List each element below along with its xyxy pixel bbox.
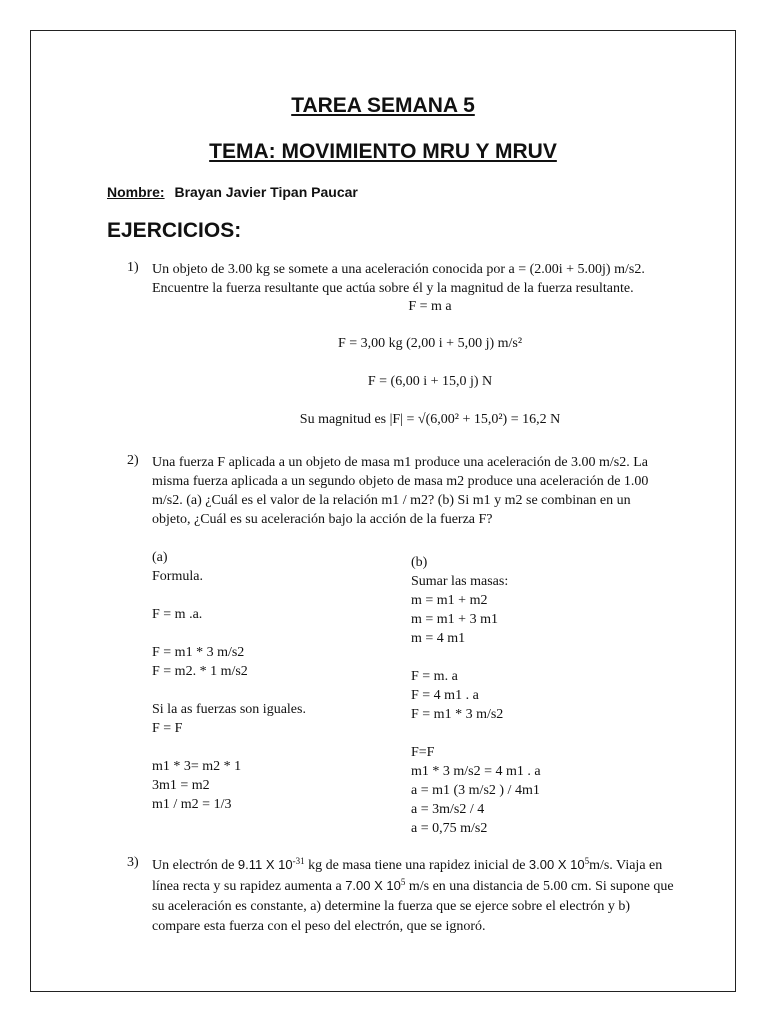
ex3-l1e: m/s. Viaja en bbox=[589, 858, 663, 873]
col-a-line: Formula. bbox=[152, 569, 203, 584]
ex3-line2 bbox=[152, 876, 674, 897]
col-a-line: F = F bbox=[152, 721, 183, 736]
col-b-line: a = 3m/s2 / 4 bbox=[411, 802, 485, 817]
col-a-line: F = m .a. bbox=[152, 607, 203, 622]
ex2-column-a bbox=[152, 548, 306, 814]
ex1-eq4: Su magnitud es |F| = √(6,00² + 15,0²) = 16,2 N bbox=[299, 412, 561, 427]
ex3-l1b: 9.11 X 10 bbox=[237, 857, 293, 872]
col-a-line bbox=[152, 624, 306, 643]
ex3-l1-exp2: 5 bbox=[584, 856, 590, 866]
col-b-line: Sumar las masas: bbox=[411, 574, 509, 589]
col-b-line bbox=[411, 724, 541, 743]
ex3-l1c: kg de masa tiene una rapidez inicial de bbox=[304, 858, 529, 873]
col-b-line: F = m. a bbox=[411, 669, 458, 684]
ex3-l2b: 7.00 X 10 bbox=[345, 878, 401, 893]
section-heading: EJERCICIOS: bbox=[107, 219, 242, 242]
col-a-line bbox=[152, 738, 306, 757]
col-a-line bbox=[152, 586, 306, 605]
name-label: Nombre: bbox=[107, 184, 165, 200]
ex3-statement bbox=[152, 855, 674, 937]
ex2-statement bbox=[152, 453, 648, 529]
col-a-line: (a) bbox=[152, 550, 168, 565]
name-value: Brayan Javier Tipan Paucar bbox=[174, 184, 358, 200]
col-a-line: m1 * 3= m2 * 1 bbox=[152, 759, 242, 774]
col-b-line: a = m1 (3 m/s2 ) / 4m1 bbox=[411, 783, 540, 798]
ex2-number: 2) bbox=[127, 453, 139, 468]
ex3-l2-exp: 5 bbox=[400, 877, 406, 887]
col-b-line: m1 * 3 m/s2 = 4 m1 . a bbox=[411, 764, 541, 779]
page-title: TAREA SEMANA 5 bbox=[291, 94, 475, 117]
ex1-line2: Encuentre la fuerza resultante que actúa sobre él y la magnitud de la fuerza resultante. bbox=[152, 281, 634, 296]
ex3-l1a: Un electrón de bbox=[152, 858, 238, 873]
ex1-line1: Un objeto de 3.00 kg se somete a una aceleración conocida por a = (2.00i + 5.00j) m/s2. bbox=[152, 262, 645, 277]
ex3-l2c: m/s en una distancia de 5.00 cm. Si supone que bbox=[405, 879, 674, 894]
col-b-line: a = 0,75 m/s2 bbox=[411, 821, 488, 836]
col-b-line: m = m1 + 3 m1 bbox=[411, 612, 498, 627]
ex3-l1d: 3.00 X 10 bbox=[528, 857, 585, 872]
col-a-line: Si la as fuerzas son iguales. bbox=[152, 702, 306, 717]
col-a-line: F = m1 * 3 m/s2 bbox=[152, 645, 245, 660]
ex3-line1 bbox=[152, 855, 674, 876]
col-b-line: F = 4 m1 . a bbox=[411, 688, 479, 703]
ex1-eq1: F = m a bbox=[408, 299, 452, 314]
ex3-l2a: línea recta y su rapidez aumenta a bbox=[152, 879, 346, 894]
ex3-line3: su aceleración es constante, a) determine la fuerza que se ejerce sobre el electrón y b) bbox=[152, 899, 631, 914]
col-b-line: m = 4 m1 bbox=[411, 631, 466, 646]
student-name-line bbox=[107, 184, 358, 200]
col-a-line: m1 / m2 = 1/3 bbox=[152, 797, 232, 812]
topic-title: TEMA: MOVIMIENTO MRU Y MRUV bbox=[209, 140, 557, 163]
col-b-line: m = m1 + m2 bbox=[411, 593, 488, 608]
ex3-line4: compare esta fuerza con el peso del electrón, que se ignoró. bbox=[152, 919, 486, 934]
col-a-line bbox=[152, 681, 306, 700]
ex1-eq3: F = (6,00 i + 15,0 j) N bbox=[367, 374, 493, 389]
col-b-line bbox=[411, 648, 541, 667]
ex2-line1: Una fuerza F aplicada a un objeto de masa m1 produce una aceleración de 3.00 m/s2. La bbox=[152, 455, 649, 470]
col-a-line: 3m1 = m2 bbox=[152, 778, 210, 793]
ex2-line4: objeto, ¿Cuál es su aceleración bajo la acción de la fuerza F? bbox=[152, 512, 493, 527]
ex1-eq2: F = 3,00 kg (2,00 i + 5,00 j) m/s² bbox=[337, 336, 523, 351]
ex1-statement bbox=[152, 260, 645, 298]
col-b-line: F = m1 * 3 m/s2 bbox=[411, 707, 504, 722]
ex2-column-b bbox=[411, 553, 541, 838]
col-a-line: F = m2. * 1 m/s2 bbox=[152, 664, 248, 679]
ex3-number: 3) bbox=[127, 855, 139, 870]
ex2-line2: misma fuerza aplicada a un segundo objeto de masa m2 produce una aceleración de 1.00 bbox=[152, 474, 649, 489]
col-b-line: F=F bbox=[411, 745, 435, 760]
ex2-line3: m/s2. (a) ¿Cuál es el valor de la relación m1 / m2? (b) Si m1 y m2 se combinan en un bbox=[152, 493, 631, 508]
ex3-l1-exp1: -31 bbox=[292, 856, 305, 866]
col-b-line: (b) bbox=[411, 555, 428, 570]
ex1-number: 1) bbox=[127, 260, 139, 275]
